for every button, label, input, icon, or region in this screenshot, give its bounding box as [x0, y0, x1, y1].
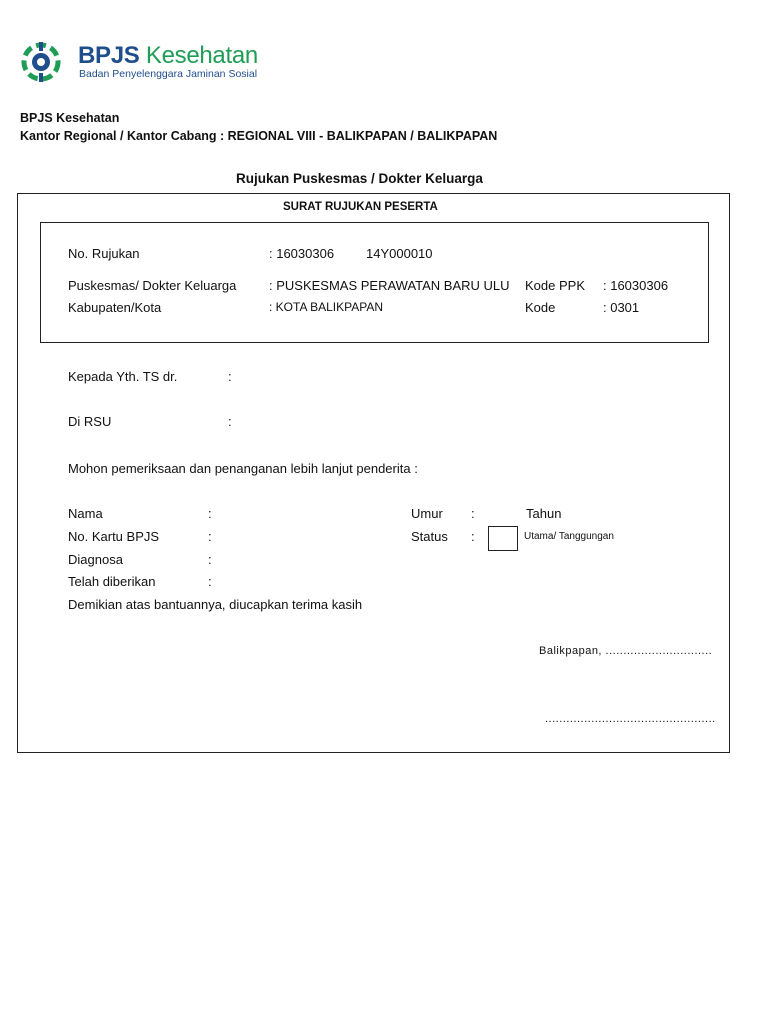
diagnosa-field[interactable]: : [208, 552, 212, 567]
closing-text: Demikian atas bantuannya, diucapkan terima kasih [68, 597, 363, 612]
logo-tagline: Badan Penyelenggara Jaminan Sosial [79, 68, 258, 80]
status-checkbox[interactable] [488, 526, 518, 551]
bpjs-logo [21, 42, 271, 82]
kartu-label: No. Kartu BPJS [68, 529, 160, 544]
nama-field[interactable]: : [208, 506, 212, 521]
logo-brand-primary: BPJS [78, 42, 140, 69]
region-line: Kantor Regional / Kantor Cabang : REGIONAL VIII - BALIKPAPAN / BALIKPAPAN [20, 129, 498, 143]
box-title: SURAT RUJUKAN PESERTA [283, 201, 438, 213]
bpjs-logo-icon [21, 42, 61, 82]
kabupaten-value: : KOTA BALIKPAPAN [269, 300, 384, 314]
nama-label: Nama [68, 506, 103, 521]
kode-ppk-label: Kode PPK [525, 278, 585, 293]
diagnosa-label: Diagnosa [68, 552, 123, 567]
kartu-field[interactable]: : [208, 529, 212, 544]
rsu-label: Di RSU [68, 414, 112, 429]
diberikan-field[interactable]: : [208, 574, 212, 589]
org-name: BPJS Kesehatan [20, 111, 120, 125]
no-rujukan-code: 14Y000010 [366, 246, 433, 261]
no-rujukan-value: : 16030306 [269, 246, 335, 261]
kabupaten-label: Kabupaten/Kota [68, 300, 162, 315]
rsu-field[interactable]: : [228, 414, 232, 429]
kode-value: : 0301 [603, 300, 640, 315]
diberikan-label: Telah diberikan [68, 574, 156, 589]
mohon-text: Mohon pemeriksaan dan penanganan lebih lanjut penderita : [68, 461, 418, 476]
status-colon: : [471, 529, 475, 544]
umur-label: Umur [411, 506, 443, 521]
umur-field[interactable]: : [471, 506, 475, 521]
status-label: Status [411, 529, 448, 544]
puskesmas-label: Puskesmas/ Dokter Keluarga [68, 278, 237, 293]
kepada-label: Kepada Yth. TS dr. [68, 369, 178, 384]
document-title: Rujukan Puskesmas / Dokter Keluarga [236, 171, 483, 186]
kode-label: Kode [525, 300, 556, 315]
tahun-label: Tahun [526, 506, 562, 521]
place-date-line[interactable]: Balikpapan, .............................. [539, 645, 713, 657]
no-rujukan-label: No. Rujukan [68, 246, 140, 261]
kode-ppk-value: : 16030306 [603, 278, 669, 293]
puskesmas-value: : PUSKESMAS PERAWATAN BARU ULU [269, 278, 510, 293]
status-option: Utama/ Tanggungan [524, 531, 614, 542]
logo-wordmark [78, 42, 258, 70]
logo-brand-secondary: Kesehatan [145, 42, 258, 69]
signature-line[interactable]: ................................................ [545, 713, 716, 725]
kepada-field[interactable]: : [228, 369, 232, 384]
